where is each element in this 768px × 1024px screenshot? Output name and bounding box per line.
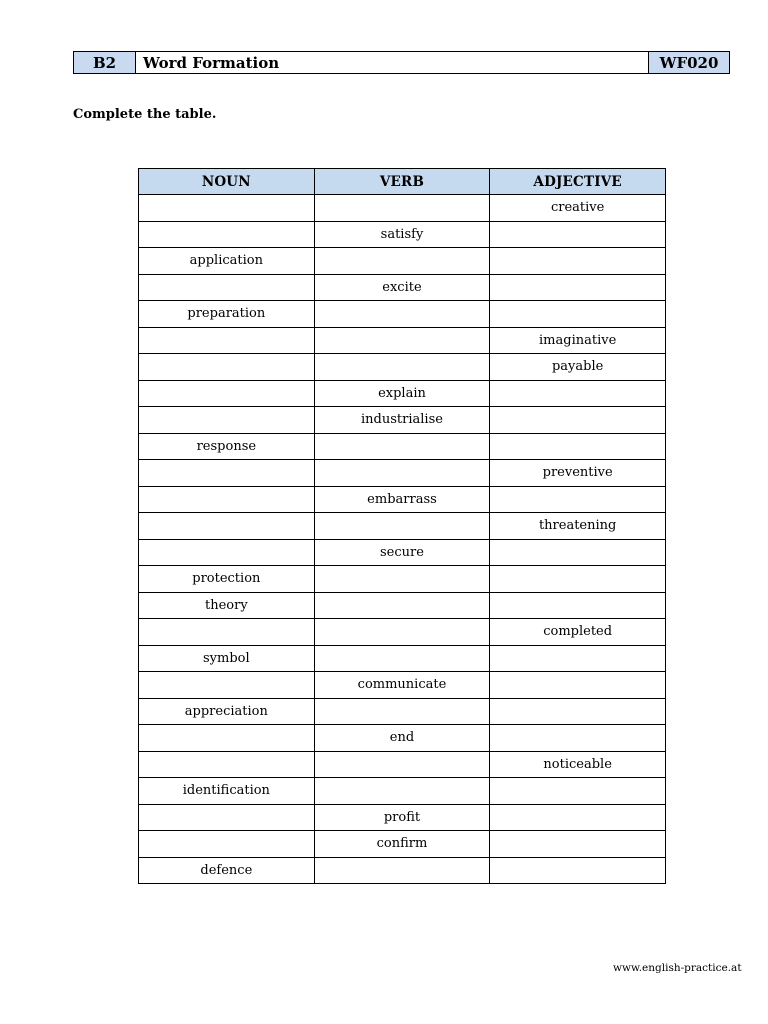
instruction-text: Complete the table. [73,107,217,122]
blank-cell-adjective[interactable] [490,248,666,275]
blank-cell-adjective[interactable] [490,672,666,699]
blank-cell-adjective[interactable] [490,486,666,513]
blank-cell-noun[interactable] [139,804,315,831]
word-cell-adjective: payable [490,354,666,381]
table-row [139,380,666,407]
blank-cell-verb[interactable] [314,513,490,540]
blank-cell-noun[interactable] [139,354,315,381]
word-cell-verb: satisfy [314,221,490,248]
word-cell-noun: identification [139,778,315,805]
blank-cell-adjective[interactable] [490,831,666,858]
worksheet-header [73,51,730,74]
table-row [139,248,666,275]
blank-cell-noun[interactable] [139,831,315,858]
blank-cell-verb[interactable] [314,592,490,619]
table-row [139,513,666,540]
blank-cell-noun[interactable] [139,751,315,778]
table-body [139,195,666,884]
table-row [139,486,666,513]
worksheet-code: WF020 [648,52,729,73]
blank-cell-adjective[interactable] [490,539,666,566]
word-cell-verb: profit [314,804,490,831]
blank-cell-noun[interactable] [139,619,315,646]
blank-cell-verb[interactable] [314,619,490,646]
table-row [139,672,666,699]
blank-cell-verb[interactable] [314,327,490,354]
blank-cell-verb[interactable] [314,460,490,487]
blank-cell-verb[interactable] [314,778,490,805]
blank-cell-verb[interactable] [314,248,490,275]
blank-cell-verb[interactable] [314,751,490,778]
table-header-row [139,169,666,195]
table-row [139,327,666,354]
word-cell-verb: communicate [314,672,490,699]
word-cell-adjective: noticeable [490,751,666,778]
blank-cell-verb[interactable] [314,195,490,222]
table-row [139,778,666,805]
blank-cell-adjective[interactable] [490,592,666,619]
blank-cell-noun[interactable] [139,274,315,301]
word-cell-noun: theory [139,592,315,619]
word-cell-verb: secure [314,539,490,566]
table-row [139,221,666,248]
column-header-adjective: ADJECTIVE [490,169,666,195]
blank-cell-adjective[interactable] [490,433,666,460]
blank-cell-noun[interactable] [139,221,315,248]
blank-cell-adjective[interactable] [490,221,666,248]
table-row [139,857,666,884]
blank-cell-adjective[interactable] [490,274,666,301]
word-cell-noun: defence [139,857,315,884]
word-cell-adjective: completed [490,619,666,646]
blank-cell-adjective[interactable] [490,380,666,407]
word-cell-noun: protection [139,566,315,593]
word-cell-verb: excite [314,274,490,301]
blank-cell-noun[interactable] [139,672,315,699]
word-cell-adjective: creative [490,195,666,222]
word-cell-adjective: imaginative [490,327,666,354]
blank-cell-noun[interactable] [139,725,315,752]
word-cell-noun: preparation [139,301,315,328]
word-cell-verb: embarrass [314,486,490,513]
table-row [139,751,666,778]
blank-cell-adjective[interactable] [490,566,666,593]
table-row [139,539,666,566]
level-label: B2 [74,52,136,73]
blank-cell-adjective[interactable] [490,301,666,328]
word-cell-noun: symbol [139,645,315,672]
blank-cell-noun[interactable] [139,380,315,407]
table-row [139,725,666,752]
blank-cell-verb[interactable] [314,433,490,460]
word-cell-adjective: threatening [490,513,666,540]
blank-cell-adjective[interactable] [490,725,666,752]
word-cell-noun: appreciation [139,698,315,725]
blank-cell-adjective[interactable] [490,804,666,831]
footer-url: www.english-practice.at [613,962,742,974]
column-header-noun: NOUN [139,169,315,195]
word-cell-verb: industrialise [314,407,490,434]
column-header-verb: VERB [314,169,490,195]
blank-cell-noun[interactable] [139,407,315,434]
blank-cell-verb[interactable] [314,645,490,672]
blank-cell-verb[interactable] [314,857,490,884]
blank-cell-noun[interactable] [139,195,315,222]
table-row [139,354,666,381]
table-row [139,592,666,619]
blank-cell-adjective[interactable] [490,698,666,725]
table-row [139,619,666,646]
table-row [139,831,666,858]
blank-cell-noun[interactable] [139,460,315,487]
table-row [139,804,666,831]
word-cell-verb: confirm [314,831,490,858]
blank-cell-adjective[interactable] [490,778,666,805]
table-row [139,195,666,222]
blank-cell-noun[interactable] [139,486,315,513]
blank-cell-adjective[interactable] [490,407,666,434]
table-row [139,566,666,593]
blank-cell-noun[interactable] [139,539,315,566]
word-cell-adjective: preventive [490,460,666,487]
table-row [139,407,666,434]
blank-cell-noun[interactable] [139,327,315,354]
table-row [139,274,666,301]
word-cell-noun: application [139,248,315,275]
word-cell-verb: end [314,725,490,752]
blank-cell-noun[interactable] [139,513,315,540]
blank-cell-adjective[interactable] [490,857,666,884]
table-row [139,645,666,672]
word-formation-table [138,168,666,884]
blank-cell-adjective[interactable] [490,645,666,672]
word-cell-noun: response [139,433,315,460]
worksheet-title: Word Formation [143,53,280,72]
blank-cell-verb[interactable] [314,698,490,725]
word-cell-verb: explain [314,380,490,407]
table-row [139,301,666,328]
table-row [139,698,666,725]
blank-cell-verb[interactable] [314,566,490,593]
table-row [139,460,666,487]
blank-cell-verb[interactable] [314,354,490,381]
table-row [139,433,666,460]
blank-cell-verb[interactable] [314,301,490,328]
